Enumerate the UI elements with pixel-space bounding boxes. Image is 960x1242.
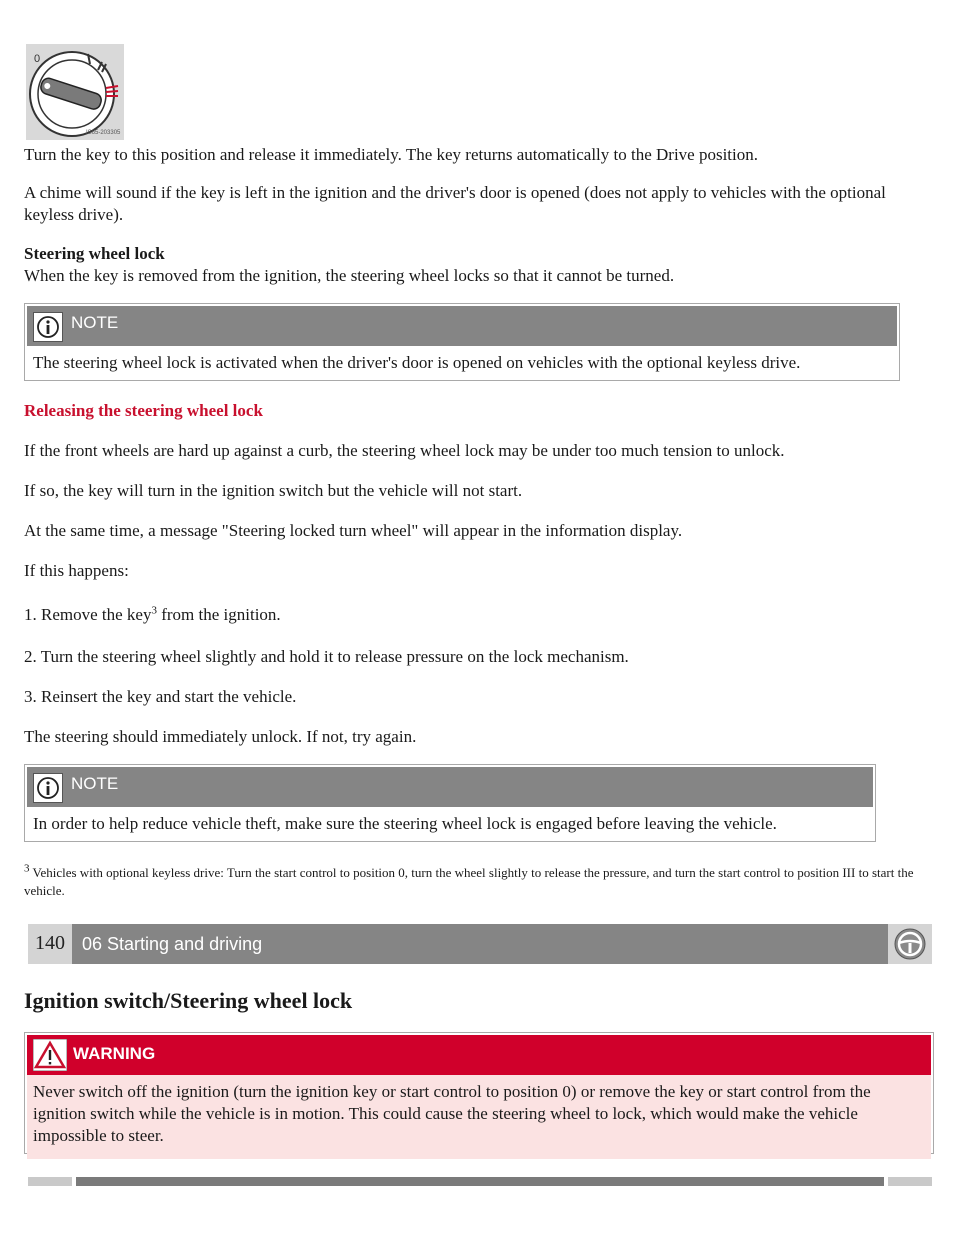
step-3: 3. Reinsert the key and start the vehicle. xyxy=(24,687,297,706)
info-icon xyxy=(33,773,63,803)
footer-bar-right xyxy=(888,1177,932,1186)
ignition-illustration xyxy=(26,44,124,140)
figure-code: IS65-203305 xyxy=(86,130,121,136)
paragraph-unlock: The steering should immediately unlock. If not, try again. xyxy=(24,727,417,746)
section-heading-releasing: Releasing the steering wheel lock xyxy=(24,401,263,420)
page-header-bar xyxy=(28,924,932,964)
paragraph-curb: If the front wheels are hard up against a curb, the steering wheel lock may be under too much tension to unlock. xyxy=(24,441,785,460)
footnote-marker: 3 xyxy=(24,862,30,875)
warning-triangle-icon xyxy=(33,1039,67,1071)
footer-bar-left xyxy=(28,1177,72,1186)
step-2: 2. Turn the steering wheel slightly and hold it to release pressure on the lock mechanism. xyxy=(24,647,629,666)
warning-box xyxy=(24,1032,934,1154)
note-header xyxy=(27,306,897,346)
note-header xyxy=(27,767,873,807)
paragraph-key-turn: If so, the key will turn in the ignition switch but the vehicle will not start. xyxy=(24,481,523,500)
chapter-title: 06 Starting and driving xyxy=(82,934,263,954)
footer-bar-center xyxy=(76,1177,884,1186)
steering-wheel-icon-box xyxy=(888,924,932,964)
note-label: NOTE xyxy=(71,774,119,793)
section-title-ignition-switch: Ignition switch/Steering wheel lock xyxy=(24,988,353,1013)
paragraph-key-return: Turn the key to this position and release it immediately. The key returns automatically to the Drive position. xyxy=(24,145,759,164)
paragraph-steering-lock: When the key is removed from the ignition, the steering wheel locks so that it cannot be turned. xyxy=(24,266,675,285)
warning-label: WARNING xyxy=(73,1044,156,1063)
note-box-keyless xyxy=(24,303,900,381)
page-number: 140 xyxy=(28,924,72,964)
note-label: NOTE xyxy=(71,313,119,332)
step-1 xyxy=(24,604,936,626)
warning-text: Never switch off the ignition (turn the ignition key or start control to position 0) or remove the key or start control from the ignition switch while the vehicle is in motion. This could cause the steering wheel to lock, which would make the vehicle impossible to steer. xyxy=(27,1075,931,1159)
paragraph-chime: A chime will sound if the key is left in the ignition and the driver's door is opened (does not apply to vehicles with the optional keyless drive). xyxy=(24,183,886,224)
paragraph-message: At the same time, a message "Steering locked turn wheel" will appear in the information display. xyxy=(24,521,683,540)
warning-header xyxy=(27,1035,931,1075)
steering-wheel-icon xyxy=(893,927,927,961)
paragraph-if-happens: If this happens: xyxy=(24,561,129,580)
subheading-steering-wheel-lock: Steering wheel lock xyxy=(24,244,165,263)
ignition-key-position-icon xyxy=(26,44,124,140)
note-text: The steering wheel lock is activated when the driver's door is opened on vehicles with the optional keyless drive. xyxy=(33,353,801,372)
key-mark-zero: 0 xyxy=(34,53,41,65)
step-1-text-end: from the ignition. xyxy=(156,605,281,624)
info-icon xyxy=(33,312,63,342)
note-text: In order to help reduce vehicle theft, make sure the steering wheel lock is engaged before leaving the vehicle. xyxy=(33,814,777,833)
step-1-text: 1. Remove the key xyxy=(24,605,152,624)
footnote-reference: 3 xyxy=(151,604,157,617)
footnote-text: Vehicles with optional keyless drive: Turn the start control to position 0, turn the wheel slightly to release the pressure, and turn the start control to position III to start the vehicle. xyxy=(24,865,914,898)
footnote xyxy=(24,864,936,900)
note-box-theft xyxy=(24,764,876,842)
